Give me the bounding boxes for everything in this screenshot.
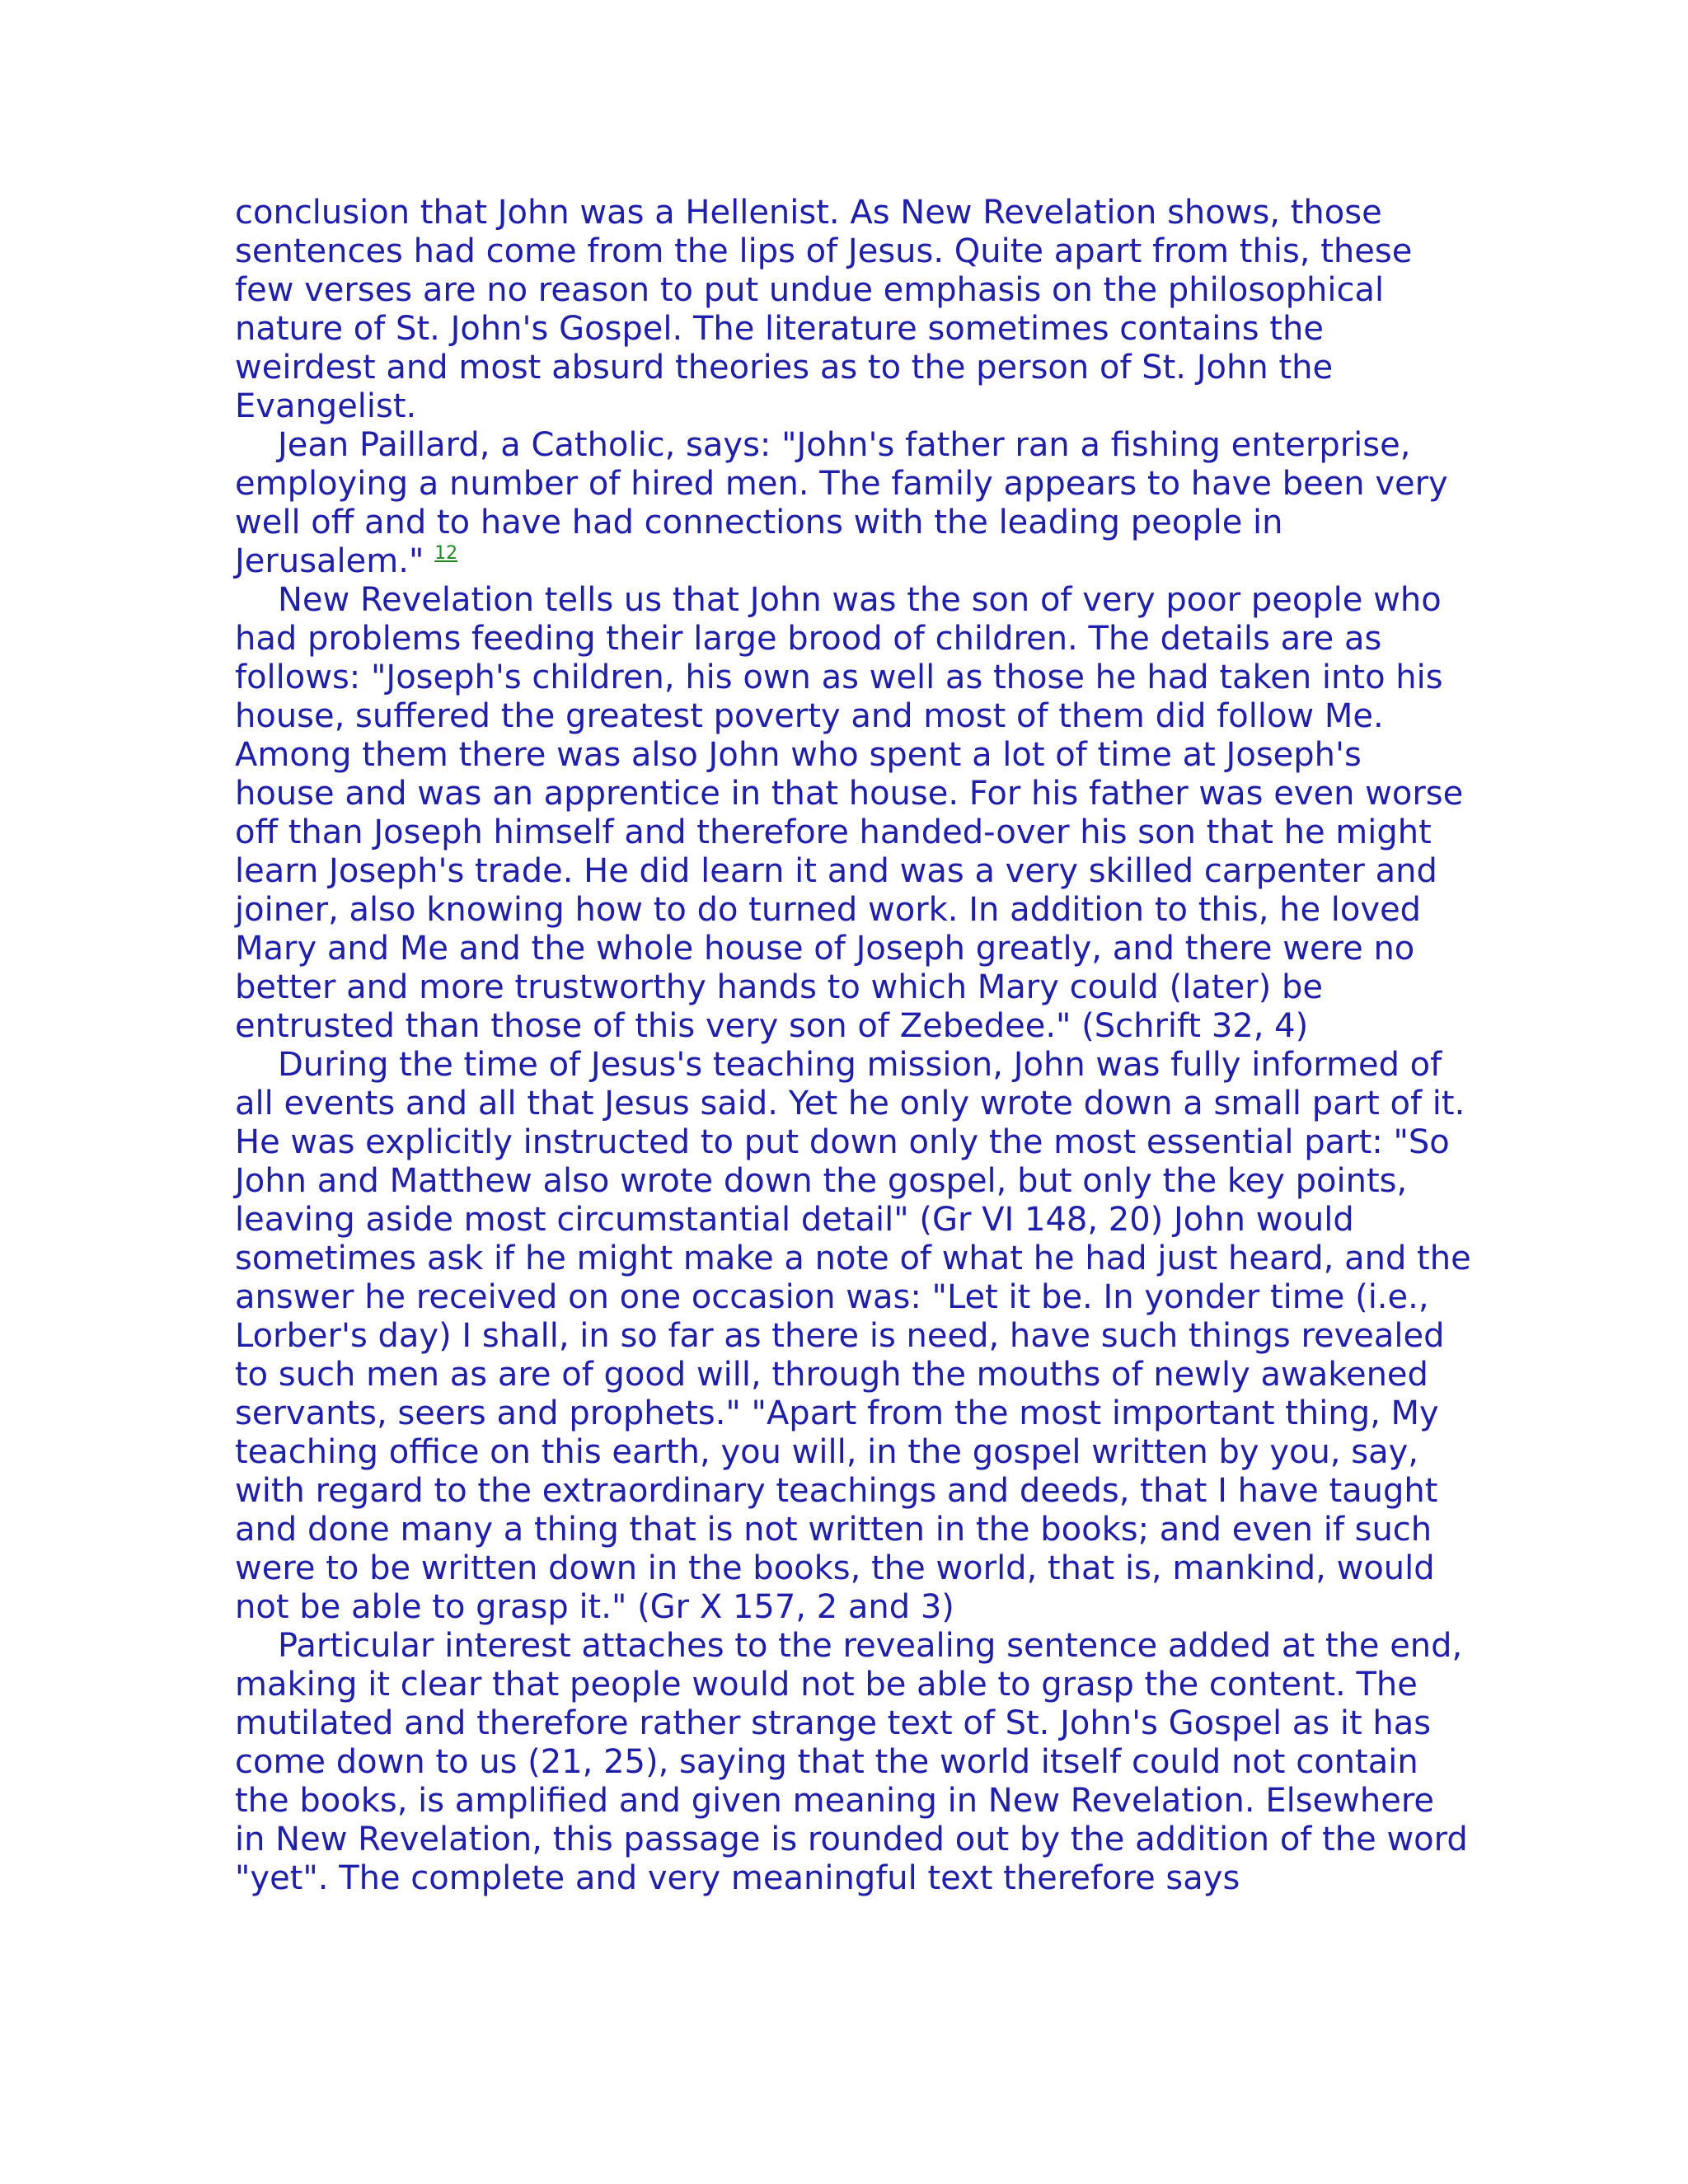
paragraph-5 bbox=[235, 1627, 1471, 1898]
paragraph-text: Jean Paillard, a Catholic, says: "John's father ran a fishing enterprise, employing a number of hired men. The family appears to have been very well off and to have had connections with the leading people in Jerusalem." bbox=[235, 426, 1448, 580]
paragraph-text: conclusion that John was a Hellenist. As New Revelation shows, those sentences had come from the lips of Jesus. Quite apart from this, these few verses are no reason to put undue emphasis on the philosophical nature of St. John's Gospel. The literature sometimes contains the weirdest and most absurd theories as to the person of St. John the Evangelist. bbox=[235, 194, 1413, 425]
paragraph-4 bbox=[235, 1046, 1471, 1627]
paragraph-text: During the time of Jesus's teaching mission, John was fully informed of all events and all that Jesus said. Yet he only wrote down a small part of it. He was explicitly instructed to put down only the most essential part: "So John and Matthew also wrote down the gospel, but only the key points, leaving aside most circumstantial detail" (Gr VI 148, 20) John would sometimes ask if he might make a note of what he had just heard, and the answer he received on one occasion was: "Let it be. In yonder time (i.e., Lorber's day) I shall, in so far as there is need, have such things revealed to such men as are of good will, through the mouths of newly awakened servants, seers and prophets." "Apart from the most important thing, My teaching office on this earth, you will, in the gospel written by you, say, with regard to the extraordinary teachings and deeds, that I have taught and done many a thing that is not written in the books; and even if such were to be written down in the books, the world, that is, mankind, would not be able to grasp it." (Gr X 157, 2 and 3) bbox=[235, 1046, 1471, 1626]
paragraph-text: Particular interest attaches to the revealing sentence added at the end, making it clear that people would not be able to grasp the content. The mutilated and therefore rather strange text of St. John's Gospel as it has come down to us (21, 25), saying that the world itself could not contain the books, is amplified and given meaning in New Revelation. Elsewhere in New Revelation, this passage is rounded out by the addition of the word "yet". The complete and very meaningful text therefore says bbox=[235, 1627, 1468, 1897]
paragraph-2 bbox=[235, 426, 1471, 581]
footnote-link[interactable]: 12 bbox=[434, 543, 458, 564]
paragraph-1 bbox=[235, 194, 1471, 426]
paragraph-3 bbox=[235, 581, 1471, 1046]
paragraph-text: New Revelation tells us that John was the son of very poor people who had problems feeding their large brood of children. The details are as follows: "Joseph's children, his own as well as those he had taken into his house, suffered the greatest poverty and most of them did follow Me. Among them there was also John who spent a lot of time at Joseph's house and was an apprentice in that house. For his father was even worse off than Joseph himself and therefore handed-over his son that he might learn Joseph's trade. He did learn it and was a very skilled carpenter and joiner, also knowing how to do turned work. In addition to this, he loved Mary and Me and the whole house of Joseph greatly, and there were no better and more trustworthy hands to which Mary could (later) be entrusted than those of this very son of Zebedee." (Schrift 32, 4) bbox=[235, 581, 1464, 1045]
document-page bbox=[235, 194, 1471, 1898]
